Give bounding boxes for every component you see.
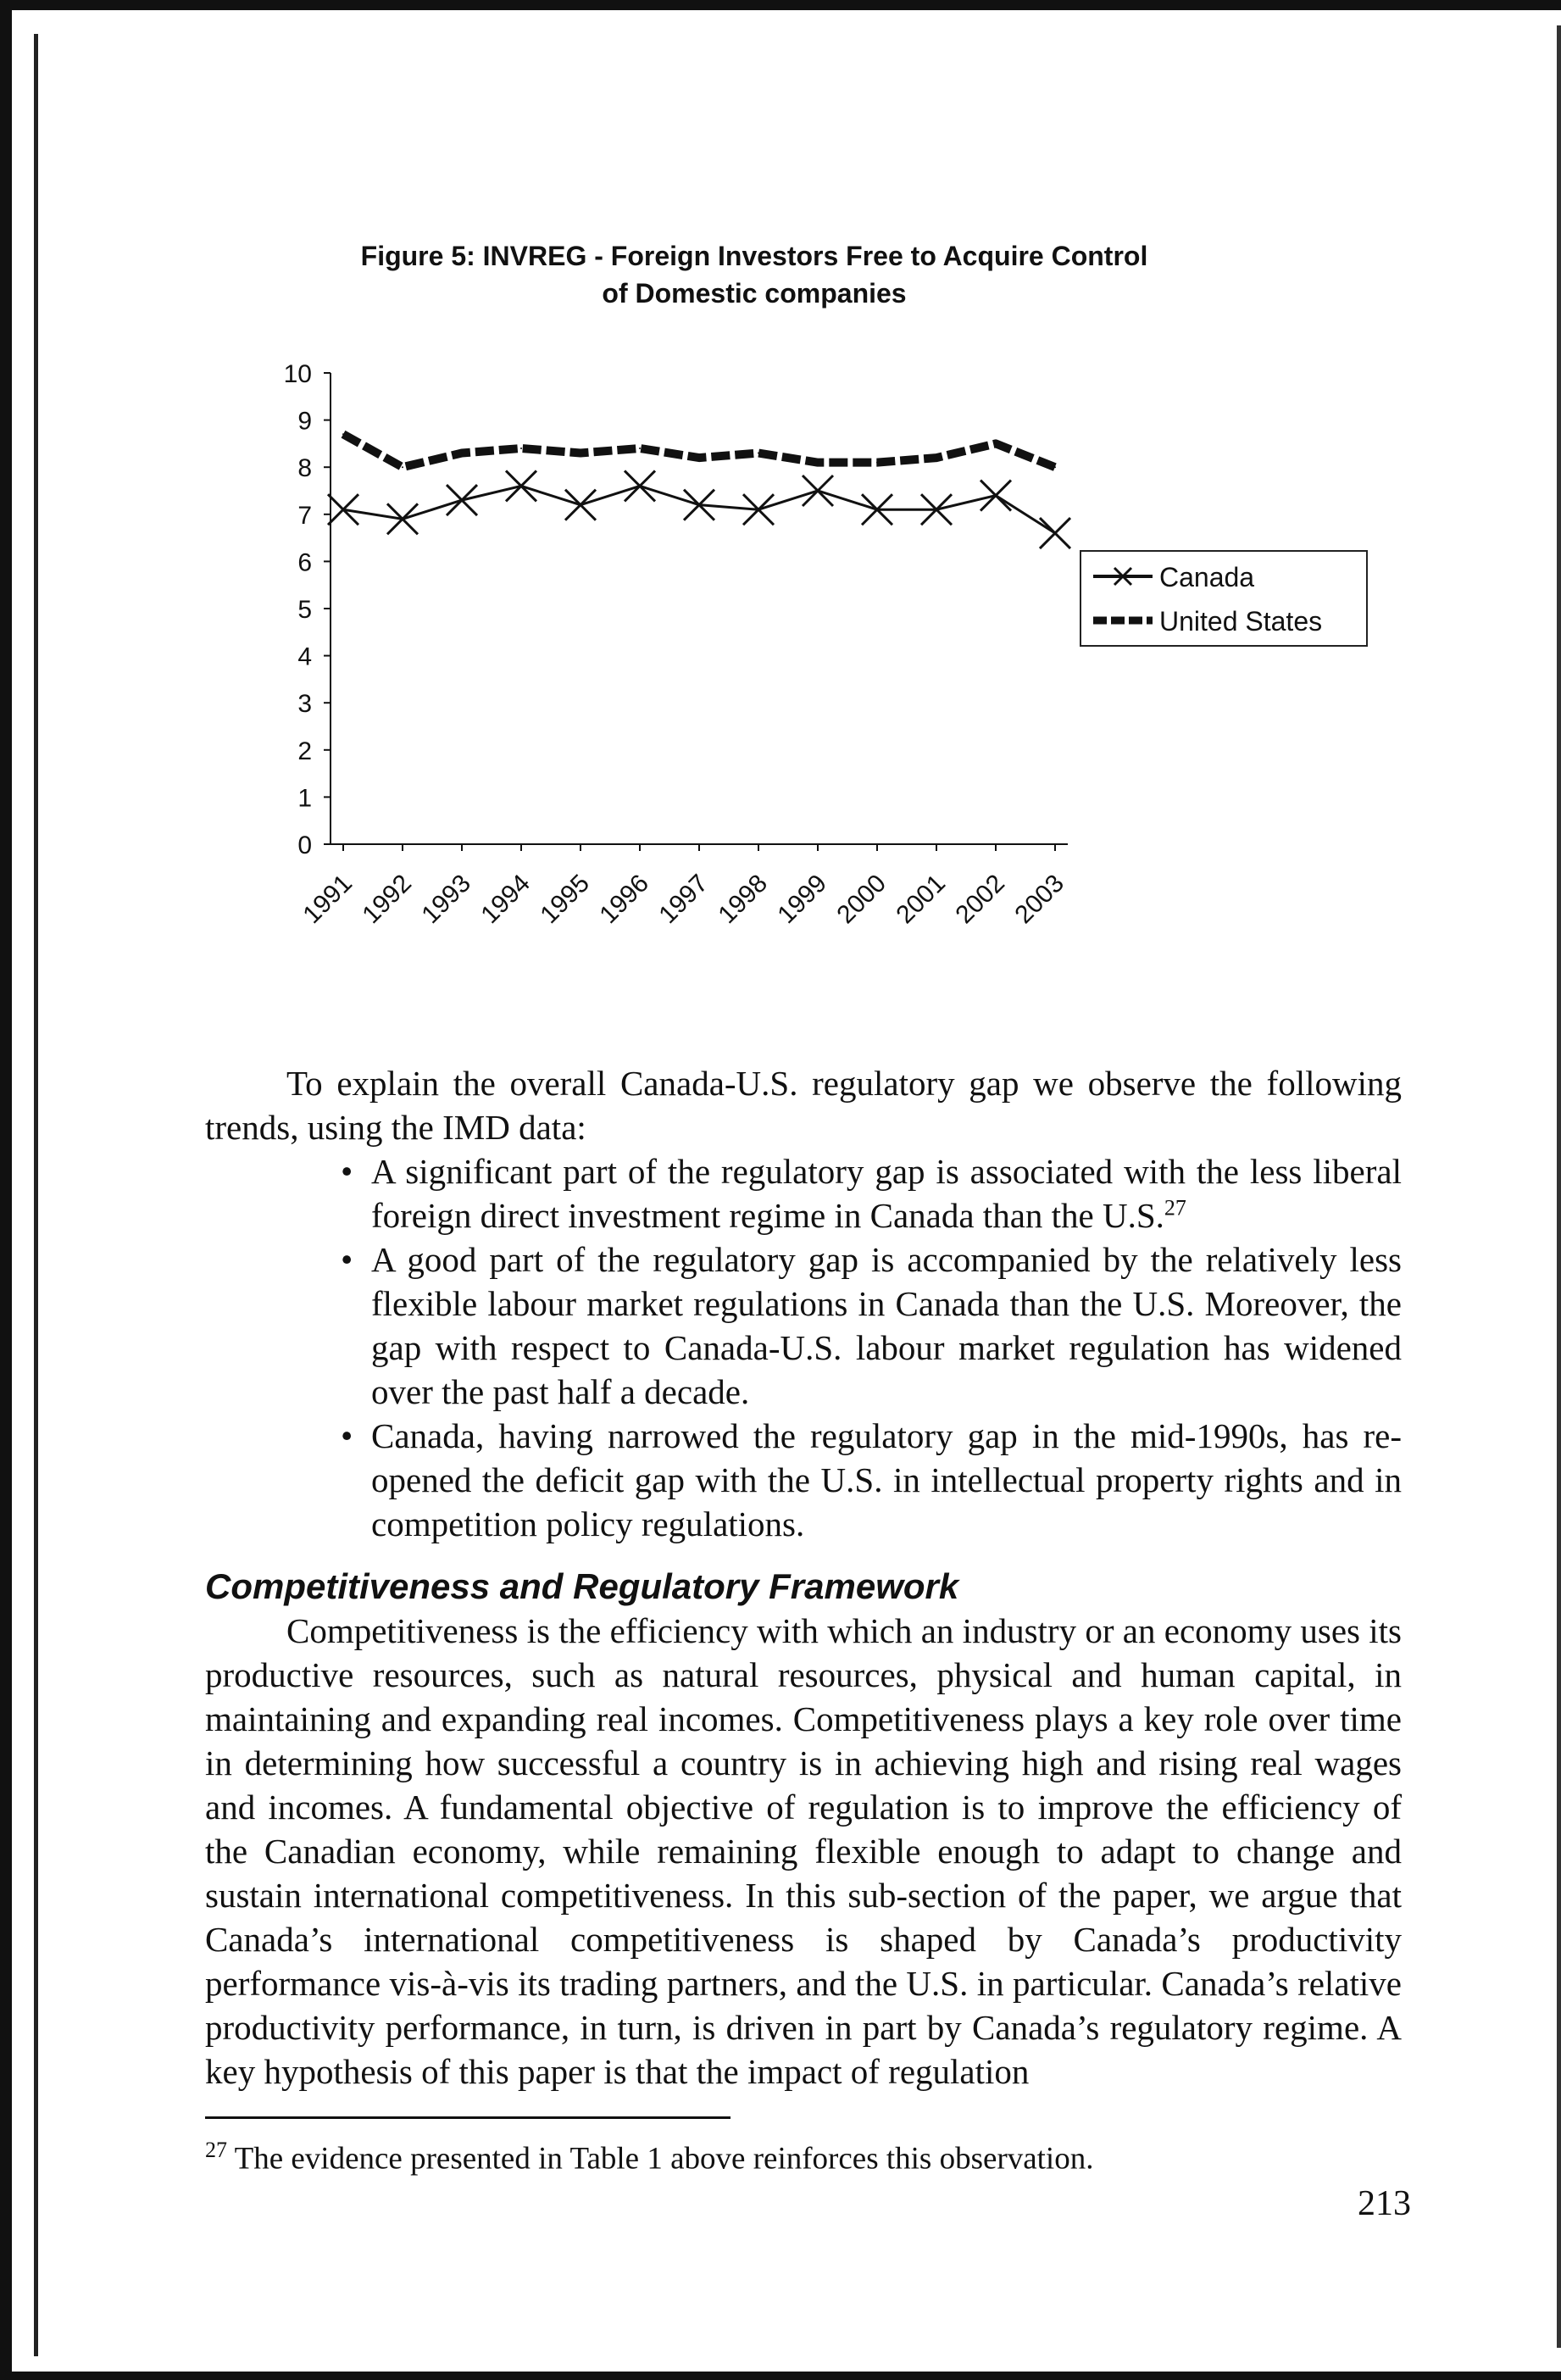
x-tick-label: 1993 xyxy=(416,869,476,930)
y-tick-label: 4 xyxy=(297,642,312,671)
trend-list-item xyxy=(205,1237,1402,1414)
x-tick-label: 1996 xyxy=(594,869,654,930)
section-heading: Competitiveness and Regulatory Framework xyxy=(205,1566,959,1606)
data-point-canada xyxy=(1040,518,1070,548)
data-point-canada xyxy=(980,481,1011,511)
scan-border-left xyxy=(0,0,12,2380)
data-point-united-states xyxy=(758,453,759,454)
y-tick-label: 9 xyxy=(297,407,312,436)
data-point-united-states xyxy=(639,448,641,449)
data-point-canada xyxy=(328,494,358,525)
data-point-united-states xyxy=(876,462,878,464)
y-tick-label: 8 xyxy=(297,454,312,483)
page-number: 213 xyxy=(1358,2184,1411,2223)
bullet-symbol: • xyxy=(341,1240,353,1279)
x-tick-label: 1997 xyxy=(653,869,714,930)
bullet-text: A significant part of the regulatory gap is associated with the less liberal foreign direct investment regime in Canada than the U.S. xyxy=(371,1152,1402,1235)
data-point-united-states xyxy=(817,462,819,464)
y-tick-label: 3 xyxy=(297,690,312,719)
scan-border-line xyxy=(34,34,38,2356)
trend-list-item xyxy=(205,1414,1402,1546)
y-tick-label: 5 xyxy=(297,596,312,624)
body-section-trends xyxy=(205,1061,1402,1546)
legend-label-canada: Canada xyxy=(1159,562,1255,592)
y-axis xyxy=(284,360,331,859)
competitiveness-paragraph: Competitiveness is the efficiency with which an industry or an economy uses its productive resources, such as natural resources, physical and human capital, in maintaining and expanding real incomes. Competitiveness plays a key role over time in determining how successful a country is in achieving high and rising real wages and incomes. A fundamental objective of regulation is to improve the efficiency of the Canadian economy, while remaining flexible enough to adapt to change and sustain international competitiveness. In this sub-section of the paper, we argue that Canada’s international competitiveness is shaped by Canada’s productivity performance vis-à-vis its trading partners, and the U.S. in particular. Canada’s relative productivity performance, in turn, is driven in part by Canada’s regulatory regime. A key hypothesis of this paper is that the impact of regulation xyxy=(205,1611,1402,2091)
data-point-united-states xyxy=(995,442,997,444)
x-tick-label: 1995 xyxy=(535,869,595,930)
data-point-canada xyxy=(387,503,418,534)
bullet-symbol: • xyxy=(341,1152,353,1191)
data-point-canada xyxy=(447,485,477,515)
footnote-reference: 27 xyxy=(1164,1195,1186,1221)
footnote-number: 27 xyxy=(205,2138,227,2162)
bullet-symbol: • xyxy=(341,1416,353,1455)
x-tick-label: 1999 xyxy=(772,869,832,930)
trend-list xyxy=(205,1149,1402,1546)
data-point-united-states xyxy=(580,453,581,454)
figure-title-line-2: of Domestic companies xyxy=(602,278,907,309)
data-point-united-states xyxy=(402,466,403,468)
y-tick-label: 7 xyxy=(297,501,312,530)
y-tick-label: 1 xyxy=(297,784,312,813)
figure-title xyxy=(305,237,1203,312)
x-tick-label: 1994 xyxy=(475,869,536,930)
data-point-canada xyxy=(565,490,596,520)
scan-border-right xyxy=(1557,25,1561,2348)
chart-legend xyxy=(1080,551,1367,646)
data-point-united-states xyxy=(461,453,463,454)
x-tick-label: 2000 xyxy=(831,869,892,930)
scan-border-top xyxy=(0,0,1561,10)
data-point-canada xyxy=(625,470,655,501)
scan-border-bottom xyxy=(0,2372,1561,2380)
line-chart xyxy=(237,339,1424,1000)
bullet-text: Canada, having narrowed the regulatory gap in the mid-1990s, has re-opened the deficit gap with the U.S. in intellectual property rights and in competition policy regulations. xyxy=(371,1416,1402,1543)
y-tick-label: 10 xyxy=(283,360,312,388)
series-united-states xyxy=(342,433,1056,468)
x-tick-label: 2002 xyxy=(950,869,1010,930)
footnote-text: The evidence presented in Table 1 above reinforces this observation. xyxy=(234,2141,1094,2177)
data-point-canada xyxy=(506,470,536,501)
intro-paragraph: To explain the overall Canada-U.S. regulatory gap we observe the following trends, using the IMD data: xyxy=(205,1064,1402,1147)
footnote-separator xyxy=(205,2116,731,2119)
x-tick-label: 1991 xyxy=(297,869,358,930)
data-point-united-states xyxy=(1054,466,1056,468)
data-point-united-states xyxy=(520,448,522,449)
y-tick-label: 0 xyxy=(297,831,312,859)
body-section-competitiveness xyxy=(205,1609,1402,2094)
data-point-united-states xyxy=(698,457,700,459)
series-canada xyxy=(328,470,1070,548)
x-tick-label: 2001 xyxy=(891,869,951,930)
x-tick-label: 1998 xyxy=(713,869,773,930)
legend-label-united-states: United States xyxy=(1159,606,1323,637)
footnote xyxy=(205,2132,1392,2177)
y-tick-label: 2 xyxy=(297,737,312,765)
data-point-canada xyxy=(803,475,833,506)
x-tick-label: 2003 xyxy=(1009,869,1069,930)
figure-title-line-1: Figure 5: INVREG - Foreign Investors Free to Acquire Control xyxy=(360,241,1148,271)
bullet-text: A good part of the regulatory gap is accompanied by the relatively less flexible labour market regulations in Canada than the U.S. Moreover, the gap with respect to Canada-U.S. labour market regulation has widened over the past half a decade. xyxy=(371,1240,1402,1411)
x-tick-label: 1992 xyxy=(357,869,417,930)
trend-list-item xyxy=(205,1149,1402,1237)
series-line-united-states xyxy=(343,434,1055,467)
x-axis xyxy=(297,844,1069,929)
data-point-united-states xyxy=(342,433,344,435)
y-tick-label: 6 xyxy=(297,548,312,577)
data-point-united-states xyxy=(936,457,937,459)
series-line-canada xyxy=(343,486,1055,533)
